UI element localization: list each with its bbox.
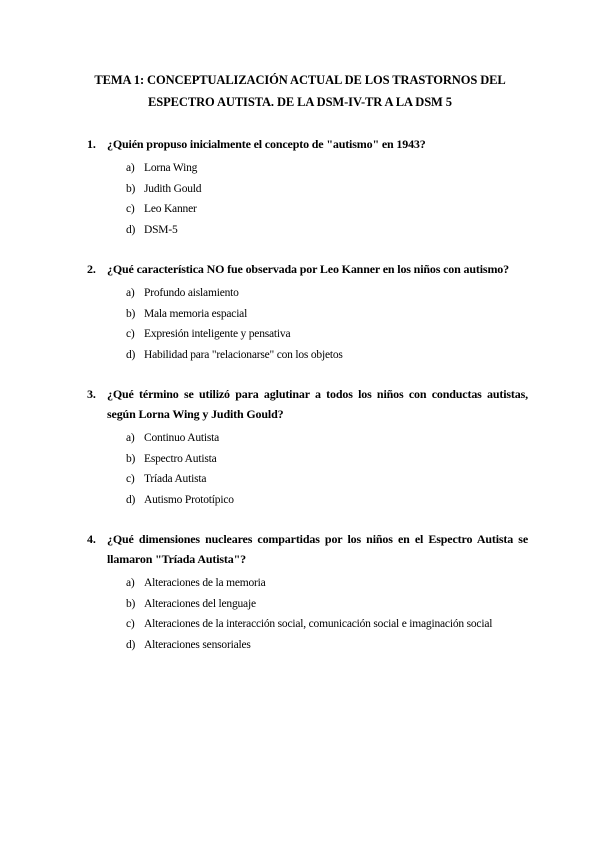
answer-option-c xyxy=(84,469,528,490)
option-text: Continuo Autista xyxy=(144,432,220,444)
option-text: Alteraciones del lenguaje xyxy=(144,597,256,610)
option-letter: d) xyxy=(126,494,136,507)
option-text: Espectro Autista xyxy=(144,452,217,465)
option-text: Habilidad para "relacionarse" con los objetos xyxy=(144,349,343,362)
answer-option-d xyxy=(84,345,528,366)
question-1 xyxy=(84,134,528,241)
option-text: Lorna Wing xyxy=(144,162,198,174)
answer-option-b xyxy=(84,179,528,200)
answer-option-b xyxy=(84,449,528,470)
option-letter: a) xyxy=(126,432,135,444)
answer-option-c xyxy=(84,199,528,220)
question-prompt: ¿Qué característica NO fue observada por Leo Kanner en los niños con autismo? xyxy=(107,262,509,276)
answer-option-c xyxy=(84,614,528,635)
answer-options xyxy=(84,428,528,511)
option-letter: b) xyxy=(126,182,136,195)
option-letter: a) xyxy=(126,287,135,299)
option-letter: c) xyxy=(126,328,135,341)
option-text: Expresión inteligente y pensativa xyxy=(144,328,291,341)
option-text: Judith Gould xyxy=(144,182,202,195)
question-3 xyxy=(84,384,528,511)
question-number: 4. xyxy=(87,532,96,546)
option-text: Alteraciones de la interacción social, comunicación social e imaginación social xyxy=(144,618,493,631)
option-letter: b) xyxy=(126,307,136,320)
option-letter: b) xyxy=(126,452,136,465)
question-text xyxy=(84,384,528,424)
option-letter: a) xyxy=(126,577,135,589)
question-number: 1. xyxy=(87,137,96,151)
option-text: Alteraciones sensoriales xyxy=(144,639,251,652)
question-number: 2. xyxy=(87,262,96,276)
option-letter: c) xyxy=(126,473,135,486)
option-text: DSM-5 xyxy=(144,224,178,237)
option-letter: d) xyxy=(126,349,136,362)
question-prompt: ¿Qué dimensiones nucleares compartidas por los niños en el Espectro Autista se llamaron "Tríada Autista"? xyxy=(107,532,528,566)
answer-option-d xyxy=(84,220,528,241)
question-text xyxy=(84,134,528,154)
option-text: Autismo Prototípico xyxy=(144,494,234,507)
question-prompt: ¿Quién propuso inicialmente el concepto de "autismo" en 1943? xyxy=(107,137,426,151)
document-title xyxy=(70,69,530,113)
answer-option-b xyxy=(84,304,528,325)
answer-option-c xyxy=(84,324,528,345)
option-text: Mala memoria espacial xyxy=(144,307,248,320)
question-text xyxy=(84,529,528,569)
option-letter: c) xyxy=(126,618,135,631)
answer-option-d xyxy=(84,635,528,656)
question-prompt: ¿Qué término se utilizó para aglutinar a todos los niños con conductas autistas, según Lorna Wing y Judith Gould? xyxy=(107,387,528,421)
answer-option-b xyxy=(84,594,528,615)
answer-options xyxy=(84,158,528,241)
option-text: Tríada Autista xyxy=(144,473,207,486)
question-2 xyxy=(84,259,528,366)
answer-option-a xyxy=(84,573,528,594)
title-line-2: ESPECTRO AUTISTA. DE LA DSM-IV-TR A LA DSM 5 xyxy=(148,95,452,109)
option-letter: d) xyxy=(126,224,136,237)
option-letter: c) xyxy=(126,203,135,216)
answer-options xyxy=(84,283,528,366)
question-text xyxy=(84,259,528,279)
title-line-1: TEMA 1: CONCEPTUALIZACIÓN ACTUAL DE LOS TRASTORNOS DEL xyxy=(94,73,506,87)
option-letter: b) xyxy=(126,597,136,610)
option-text: Alteraciones de la memoria xyxy=(144,577,266,589)
answer-option-d xyxy=(84,490,528,511)
option-text: Profundo aislamiento xyxy=(144,287,239,299)
answer-option-a xyxy=(84,428,528,449)
option-letter: d) xyxy=(126,639,136,652)
question-4 xyxy=(84,529,528,656)
answer-options xyxy=(84,573,528,656)
option-letter: a) xyxy=(126,162,135,174)
answer-option-a xyxy=(84,283,528,304)
option-text: Leo Kanner xyxy=(144,203,197,216)
answer-option-a xyxy=(84,158,528,179)
question-number: 3. xyxy=(87,387,96,401)
